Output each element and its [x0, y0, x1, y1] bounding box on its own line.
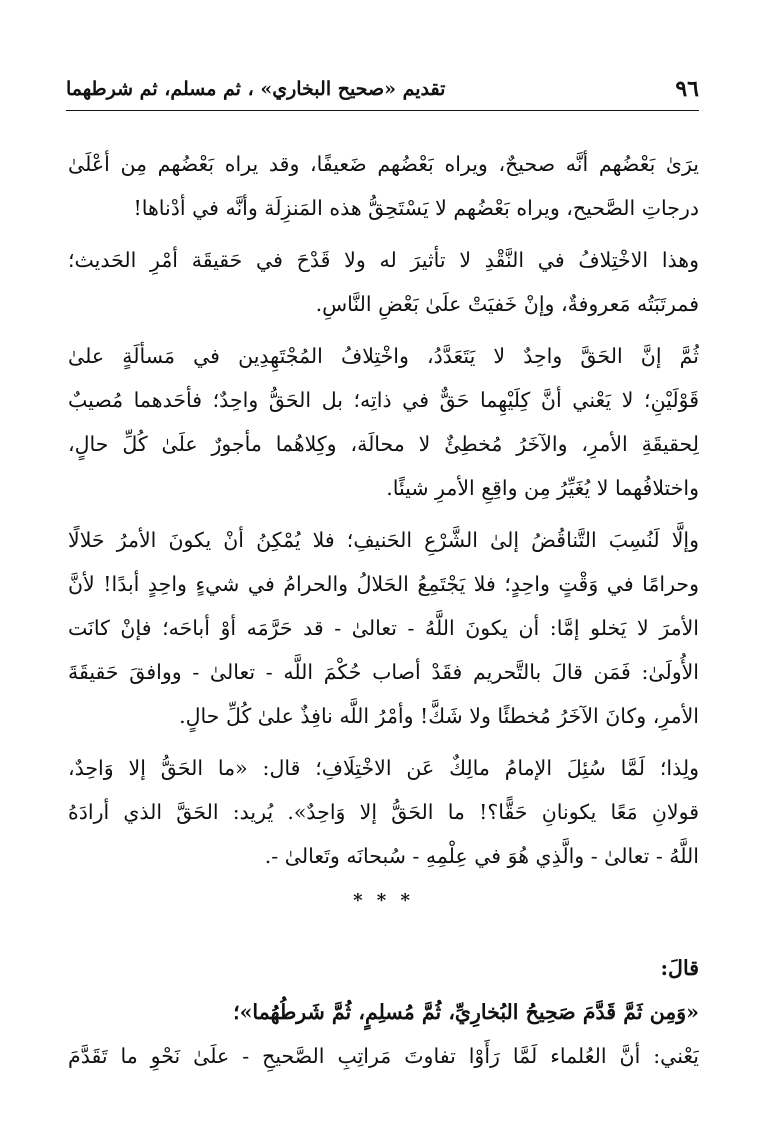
text-line: يرَىٰ بَعْضُهم أنَّه صحيحٌ، ويراه بَعْضُهم ضَعيفًا، وقد يراه بَعْضُهم مِن أعْلَىٰ: [68, 152, 699, 176]
section-separator: * * *: [353, 890, 414, 911]
paragraph: [68, 746, 699, 878]
paragraph: [68, 142, 699, 230]
text-line: ثُمَّ إنَّ الحَقَّ واحِدٌ لا يَتَعَدَّدُ، واخْتِلافُ المُجْتَهِدِين في مَسألَةٍ علىٰ: [68, 344, 699, 368]
paragraph: [68, 334, 699, 510]
text-line: قولانِ مَعًا يكونانِ حَقًّا؟! ما الحَقُّ إلا وَاحِدٌ». يُريد: الحَقَّ الذي أرادَهُ: [68, 800, 699, 824]
text-line: قَوْلَيْنِ؛ لا يَعْني أنَّ كِلَيْهِما حَقٌّ في ذاتِه؛ بل الحَقُّ واحِدٌ؛ فأحَدهما مُصيبٌ: [68, 388, 699, 412]
text-line: وحرامًا في وَقْتٍ واحِدٍ؛ فلا يَجْتَمِعُ الحَلالُ والحرامُ في شيءٍ واحِدٍ أبدًا! لأنَّ: [68, 572, 699, 596]
text-line: يَعْني: أنَّ العُلماء لَمَّا رَأَوْا تفاوتَ مَراتِبِ الصَّحيحِ - علَىٰ نَحْوِ ما تَقَدَّمَ: [68, 1044, 699, 1068]
text-line: وإلَّا لَنُسِبَ التَّناقُضُ إلىٰ الشَّرْعِ الحَنيفِ؛ فلا يُمْكِنُ أنْ يكونَ الأمرُ حَلالًا: [68, 528, 699, 552]
text-line: الأمرِ، وكانَ الآخَرُ مُخطئًا ولا شَكَّ! وأمْرُ اللَّه نافِذٌ علىٰ كُلِّ حالٍ.: [179, 704, 699, 728]
text-line: وهذا الاخْتِلافُ في النَّقْدِ لا تأثيرَ له ولا قَدْحَ في حَقيقَة أمْرِ الحَديث؛: [68, 248, 699, 272]
page-body: [68, 142, 699, 1078]
text-line: لِحقيقَةِ الأمرِ، والآخَرُ مُخطِئٌ لا محالَة، وكِلاهُما مأجورٌ علَىٰ كُلِّ حالٍ،: [68, 432, 699, 456]
text-line: اللَّهُ - تعالىٰ - والَّذِي هُوَ في عِلْمِهِ - سُبحانَه وتَعالىٰ -.: [264, 844, 699, 868]
qal-heading: قالَ:: [660, 956, 699, 980]
quoted-text: «وَمِن ثَمَّ قَدَّمَ صَحِيحُ البُخارِيِّ، ثُمَّ مُسلِمٍ، ثُمَّ شَرطُهُما»؛: [233, 1000, 699, 1024]
text-line: فمرتَبَتُه مَعروفةٌ، وإنْ خَفيَتْ علَىٰ بَعْضِ النَّاسِ.: [315, 292, 699, 316]
text-line: واختلافُهما لا يُغَيِّرُ مِن واقِعِ الأمرِ شيئًا.: [386, 476, 699, 500]
page-number: ٩٦: [675, 76, 699, 102]
running-head: تقديم «صحيح البخاري» ، ثم مسلم، ثم شرطهما: [66, 78, 446, 100]
paragraph: [68, 238, 699, 326]
text-line: ولِذا؛ لَمَّا سُئِلَ الإمامُ مالِكٌ عَن الاخْتِلَافِ؛ قال: «ما الحَقُّ إلا وَاحِدٌ،: [68, 756, 699, 780]
text-line: الأمرَ لا يَخلو إمَّا: أن يكونَ اللَّهُ - تعالىٰ - قد حَرَّمَه أوْ أباحَه؛ فإنْ كانَت: [68, 616, 699, 640]
text-line: الأُولَىٰ: فَمَن قالَ بالتَّحريم فقَدْ أصاب حُكْمَ اللَّه - تعالىٰ - ووافقَ حَقيقَةَ: [68, 660, 699, 684]
text-line: درجاتِ الصَّحيح، ويراه بَعْضُهم لا يَسْتَحِقُّ هذه المَنزِلَة وأنَّه في أدْناها!: [133, 196, 699, 220]
paragraph: [68, 518, 699, 738]
page-header: [66, 70, 699, 111]
